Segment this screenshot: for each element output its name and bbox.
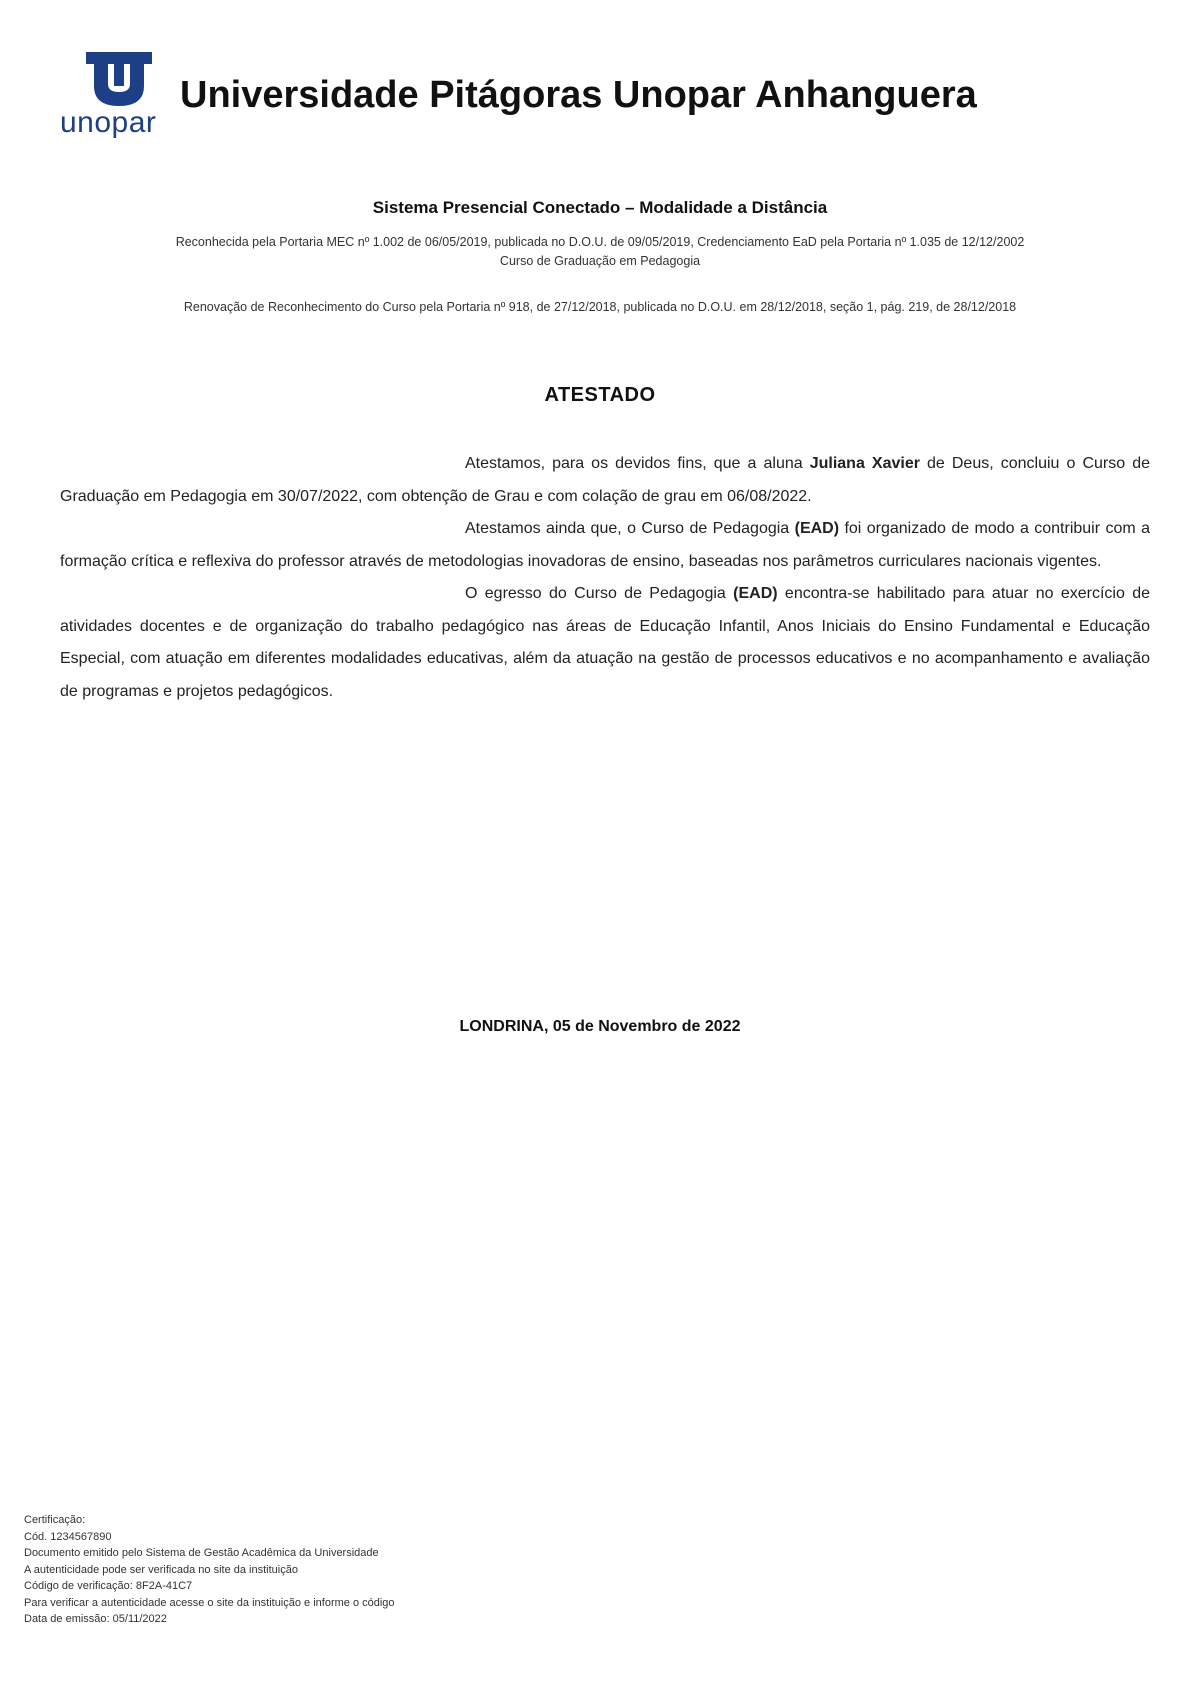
course-line: Curso de Graduação em Pedagogia — [499, 254, 701, 268]
footer-line: Certificação: — [24, 1514, 86, 1526]
paragraph: O egresso do Curso de Pedagogia (EAD) encontra-se habilitado para atuar no exercício de atividades docentes e de organização do trabalho pedagógico nas áreas de Educação Infantil, Anos Iniciais do Ensino Fundamental e Educação Especial, com atuação em diferentes modalidades educativas, além da atuação na gestão de processos educativos e no acompanhamento e avaliação de programas e projetos pedagógicos. — [60, 585, 1151, 700]
document-title: ATESTADO — [544, 384, 656, 406]
footer-line: Data de emissão: 05/11/2022 — [24, 1613, 167, 1625]
paragraph: Atestamos, para os devidos fins, que a aluna Juliana Xavier de Deus, concluiu o Curso de Graduação em Pedagogia em 30/07/2022, com obtenção de Grau e com colação de grau em 06/08/2022. — [60, 455, 1151, 505]
recognition-line: Reconhecida pela Portaria MEC nº 1.002 de 06/05/2019, publicada no D.O.U. de 09/05/2019, Credenciamento EaD pela Portaria nº 1.035 de 12/12/2002 — [175, 235, 1025, 249]
university-name: Universidade Pitágoras Unopar Anhanguera — [180, 74, 977, 116]
footer-verification — [24, 1512, 544, 1628]
paragraph: Atestamos ainda que, o Curso de Pedagogia (EAD) foi organizado de modo a contribuir com a formação crítica e reflexiva do professor através de metodologias inovadoras de ensino, baseadas nos parâmetros curriculares nacionais vigentes. — [60, 520, 1151, 570]
footer-line: Documento emitido pelo Sistema de Gestão Acadêmica da Universidade — [24, 1547, 379, 1559]
footer-line: Cód. 1234567890 — [24, 1530, 112, 1543]
unopar-logo — [60, 52, 180, 152]
date-line: LONDRINA, 05 de Novembro de 2022 — [459, 1018, 741, 1035]
footer-line: Código de verificação: 8F2A-41C7 — [24, 1580, 193, 1592]
student-name: Juliana Xavier — [809, 455, 920, 472]
logo-wordmark: unopar — [60, 106, 157, 139]
system-line: Sistema Presencial Conectado – Modalidade a Distância — [372, 198, 828, 217]
unopar-logo-icon — [86, 52, 152, 106]
course-recognition-line: Renovação de Reconhecimento do Curso pela Portaria nº 918, de 27/12/2018, publicada no D.O.U. em 28/12/2018, seção 1, pág. 219, de 28/12/2018 — [183, 300, 1017, 314]
footer-line: A autenticidade pode ser verificada no site da instituição — [24, 1563, 298, 1576]
document-body — [60, 448, 1150, 708]
footer-line: Para verificar a autenticidade acesse o site da instituição e informe o código — [24, 1596, 395, 1609]
